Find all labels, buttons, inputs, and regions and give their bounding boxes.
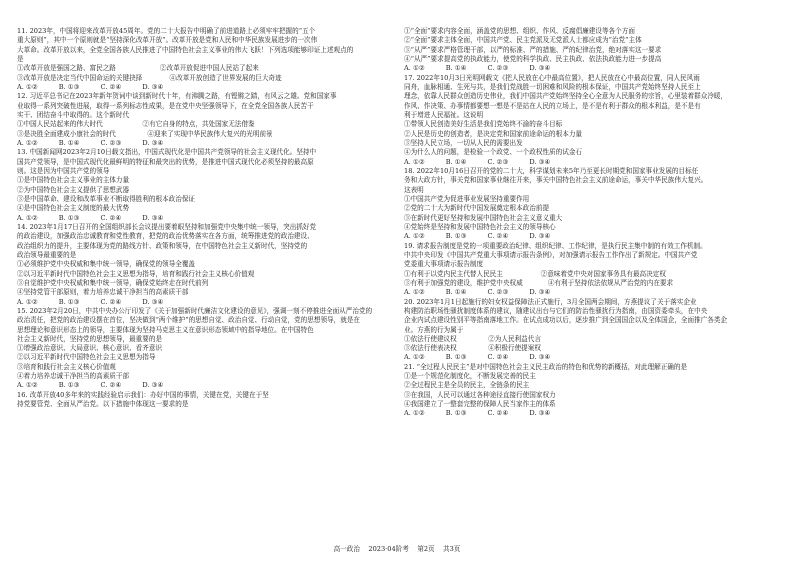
text-line: ③是中国革命、建设和改革事业不断取得胜利的根本政治保证 (17, 194, 196, 203)
text-line: ③培育和践行社会主义核心价值观 (17, 362, 116, 371)
text-line: ①中国共产党为促进事业发展坚持重要作用 (404, 194, 530, 203)
text-line: 11. 2023年，中国将迎来改革开放45周年。党的二十大报告中明确了前进道路上必须牢牢把握的“五个 (17, 27, 316, 35)
text-line: A. ①② B. ①③ C. ②④ D. ③④ (17, 381, 164, 390)
text-line: ③在我国，人民可以通过各种途径直接行使国家权力 (404, 390, 556, 399)
text-line: ③自觉维护党中央权威和集中统一领导，确保党始终走在时代前列 (17, 278, 209, 287)
text-line: 的政治建设，加强政治忠诚教育和党性教育，把党的政治优势落实在各方面，统筹推进党的政治建设、 (17, 232, 314, 241)
text-line: ①有利于以党内民主代替人民民主 ②意味着党中央对国家事务具有最高决定权 (404, 269, 666, 278)
text-line: 这表明 (404, 185, 424, 194)
text-line: A. ①② B. ①③ C. ②④ D. ③④ (404, 232, 551, 241)
text-line: ①是一个规范化制度化，不断发展完善的民主 (404, 372, 536, 381)
text-line: 社会主义新时代，坚持党的思想领导，最重要的是 (17, 334, 163, 343)
text-line: 14. 2023年1月17日召开的全国组织部长会议提出要着眼坚持和加强党中央集中统一领导，突出抓好党 (17, 222, 317, 231)
text-line: 政治组织力的提升，主要体现为党的路线方针、政策和领导，在中国特色社会主义新时代，坚持党的 (17, 241, 308, 250)
text-line: ④是中国特色社会主义制度的最大优势 (17, 204, 130, 213)
text-line: ①依法行使建议权 ②为人民利益代言 (404, 334, 541, 343)
right-column (404, 27, 776, 419)
text-line: 作风、作决策、办事情都要想一想是不是站在人民的立场上，是不是有利于群众的根本利益，是不是有 (404, 101, 701, 110)
text-line: ③有利于加强党的建设，维护党中央权威 ④有利于坚持依法依规从严治党的内在要求 (404, 278, 674, 287)
text-line: 构建防治职场性骚扰制度体系的建议，随建议出台与它们的防治性骚扰行为指南，由国资委牵头，在中央 (404, 306, 708, 315)
text-line: ①“全面”要求内容全面，涵盖党的思想、组织、作风、反腐倡廉建设等各个方面 (404, 27, 635, 35)
text-line: A. ①② B. ①③ C. ②④ D. ③④ (404, 353, 551, 362)
text-line: A. ①② B. ①③ C. ②④ D. ③④ (404, 409, 551, 418)
text-line: ④坚持党管干部原则，着力培养忠诚干净担当的高素质干部 (17, 288, 189, 297)
text-line: ③是决胜全面建成小康社会的时代 ④迎来了实现中华民族伟大复兴的光明前景 (17, 129, 273, 138)
text-line: 业取得一系列突破性进展，取得一系列标志性成果，是在党中央坚强领导下，在全党全国各族人民苦干 (17, 101, 314, 110)
text-line: A. ①② B. ①③ C. ②④ D. ③④ (17, 297, 164, 306)
text-line: ①带领人民创造美好生活是我们党始终不渝的奋斗目标 (404, 120, 563, 129)
text-line: ②为中国特色社会主义提供了思想武器 (17, 185, 130, 194)
text-line: ④着力培养忠诚干净担当的高素质干部 (17, 372, 130, 381)
text-line: ④“从严”要求提高党的执政能力，使党的科学执政、民主执政、依法执政能力进一步提高 (404, 54, 662, 63)
text-line: 同舟，血脉相通、生死与共，是我们党战胜一切困难和风险的根本保证，中国共产党始终坚持人民至上 (404, 82, 701, 91)
text-line: 党委重大事项请示报告制度 (404, 260, 484, 269)
text-line: ③依法行使表决权 ④积极行使提案权 (404, 344, 541, 353)
text-line: A. ①② B. ①④ C. ②③ D. ③④ (17, 138, 164, 147)
text-line: 大革命。改革开放以来，全党全国各族人民推进了中国特色社会主义事业的伟大飞跃！下列选项能够印证上述观点的 (17, 45, 354, 54)
text-line: ②以习近平新时代中国特色社会主义思想为指导 (17, 353, 156, 362)
text-line: 重大原则”，其中一个原则就是“坚持深化改革开放”。改革开放是党和人民和中华民族发展进步的一次伟 (17, 36, 318, 45)
text-line: ②全过程民主是全员的民主，全链条的民主 (404, 381, 530, 390)
text-line: 理念，依靠人民群众创造历史伟业，我们中国共产党始终坚持全心全意为人民服务的宗旨，心里装着群众冷暖， (404, 92, 728, 101)
text-line: A. ①② B. ①④ C. ②③ D. ③④ (404, 64, 551, 73)
text-line: ③“从严”要求严格管理干部，以严的标准、严的措施、严的纪律治党，绝对落实这一要求 (404, 45, 662, 54)
text-line: 企业内试点建设性别平等指南落地工作。在试点成功以后，逐步推广到全国国企以及全体国企，全面推广各类企 (404, 316, 728, 325)
text-line: 则。这是因为中国共产党的领导 (17, 166, 110, 175)
text-line: 中共中央印发《中国共产党重大事项请示报告条例》，对加强请示报告工作作出了新规定。中国共产党 (404, 250, 698, 259)
text-line: 19. 请求报告制度是党的一项重要政治纪律、组织纪律、工作纪律，是执行民主集中制的有效工作机制。 (404, 241, 707, 250)
text-line: ③在新时代更好坚持和发展中国特色社会主义意义重大 (404, 213, 563, 222)
text-line: ①中国人民站起来的伟大时代 ②有它自身的特点，共处国家无法借鉴 (17, 120, 255, 129)
text-line: A. ①② B. ①④ C. ②③ D. ③④ (404, 288, 551, 297)
text-line: ②党的二十大为新时代中国发展奠定根本政治前提 (404, 204, 550, 213)
text-line: 政治领导最重要的是 (17, 250, 77, 259)
text-line: ④我国建立了一整套完整的保障人民当家作主的体系 (404, 400, 556, 409)
text-line: 务和大政方针，事关党和国家事业继往开来，事关中国特色社会主义前途命运，事关中华民族伟大复兴。 (404, 176, 708, 185)
text-line: 15. 2023年2月20日，中共中央办公厅印发了《关于加强新时代廉洁文化建设的意见》，强调一刻不停推进全面从严治党的 (17, 306, 373, 315)
text-line: 政治责任，把党的政治建设摆在首位，坚决做到“两个维护”的思想自觉、政治自觉、行动自觉，党的思想领导，就是在 (17, 316, 361, 325)
text-line: 国共产党领导，是中国式现代化最鲜明的特征和最突出的优势，是推进中国式现代化必须坚持的最高原 (17, 157, 314, 166)
text-line: 持党要管党、全面从严治党。以下措施中体现这一要求的是 (17, 400, 189, 409)
text-line: 21. “全过程人民民主”是对中国特色社会主义民主政治的特色和优势的新概括，对此理解正确的是 (404, 362, 688, 371)
text-line: ④党始终是坚持和发展中国特色社会主义的领导核心 (404, 222, 556, 231)
text-line: 业。方燕的行为属于 (404, 325, 464, 334)
text-line: 16. 改革开放40多年来的实践经验启示我们：办好中国的事情，关键在党，关键在于坚 (17, 390, 269, 399)
text-line: ④为什么人的问题，是检验一个政党、一个政权性质的试金石 (404, 148, 583, 157)
text-line: ①必须维护党中央权威和集中统一领导，确保党的领导全覆盖 (17, 260, 196, 269)
text-line: ②人民是历史的创造者，是决定党和国家前途命运的根本力量 (404, 129, 583, 138)
text-line: 12. 习近平总书记在2023年新年贺词中谈到新时代十年，有沸腾之路，有铿锵之踏，有风云之雄。党和国家事 (17, 92, 337, 101)
text-line: 20. 2023年1月1日起施行的妇女权益保障法正式施行，3月全国两会期间，方燕提议了关于落实企业 (404, 297, 697, 306)
page-footer: 高一政治 2023·04阶考 第2页 共3页 (333, 545, 461, 553)
text-line: 是 (17, 54, 24, 63)
text-line: 利于增进人民福祉。这说明 (404, 110, 484, 119)
text-line: A. ①② B. ①③ C. ②④ D. ③④ (17, 82, 164, 91)
left-column (17, 27, 389, 409)
text-line: 实干、团结奋斗中取得的。这个新时代 (17, 110, 130, 119)
text-line: 思想理论和意识形态上的领导，主要体现为坚持马克思主义在意识形态领域中的指导地位。在中国特色 (17, 325, 314, 334)
text-line: ③改革开放是决定当代中国命运的关键抉择 ④改革开放创造了世界发展的巨大奇迹 (17, 73, 282, 82)
text-line: ②以习近平新时代中国特色社会主义思想为指导，培育和践行社会主义核心价值观 (17, 269, 255, 278)
text-line: 18. 2022年10月16日召开的党的二十大，科学谋划未来5年乃至更长时期党和国家事业发展的目标任 (404, 166, 699, 175)
text-line: A. ①② B. ①③ C. ②④ D. ③④ (17, 213, 164, 222)
text-line: ①增强政治意识、大局意识、核心意识、看齐意识 (17, 344, 163, 353)
text-line: ①改革开放是强国之路、富民之路 ②改革开放促进中国人民站了起来 (17, 64, 259, 73)
text-line: ①是中国特色社会主义事业的主体力量 (17, 176, 130, 185)
text-line: ③坚持人民立场，一切从人民的需要出发 (404, 138, 523, 147)
text-line: 13. 中国新闻网2023年2月10日载文指出，中国式现代化是中国共产党领导的社会主义现代化。坚持中 (17, 148, 317, 157)
text-line: A. ①② B. ①④ C. ②③ D. ③④ (404, 157, 551, 166)
text-line: ②“全面”要求主体全面，中国共产党、民主党派及无党派人士都应成为“治党”主体 (404, 36, 642, 45)
text-line: 17. 2022年10月3日光明网载文《把人民放在心中最高位置》，把人民放在心中最高位置，同人民风雨 (404, 73, 700, 82)
